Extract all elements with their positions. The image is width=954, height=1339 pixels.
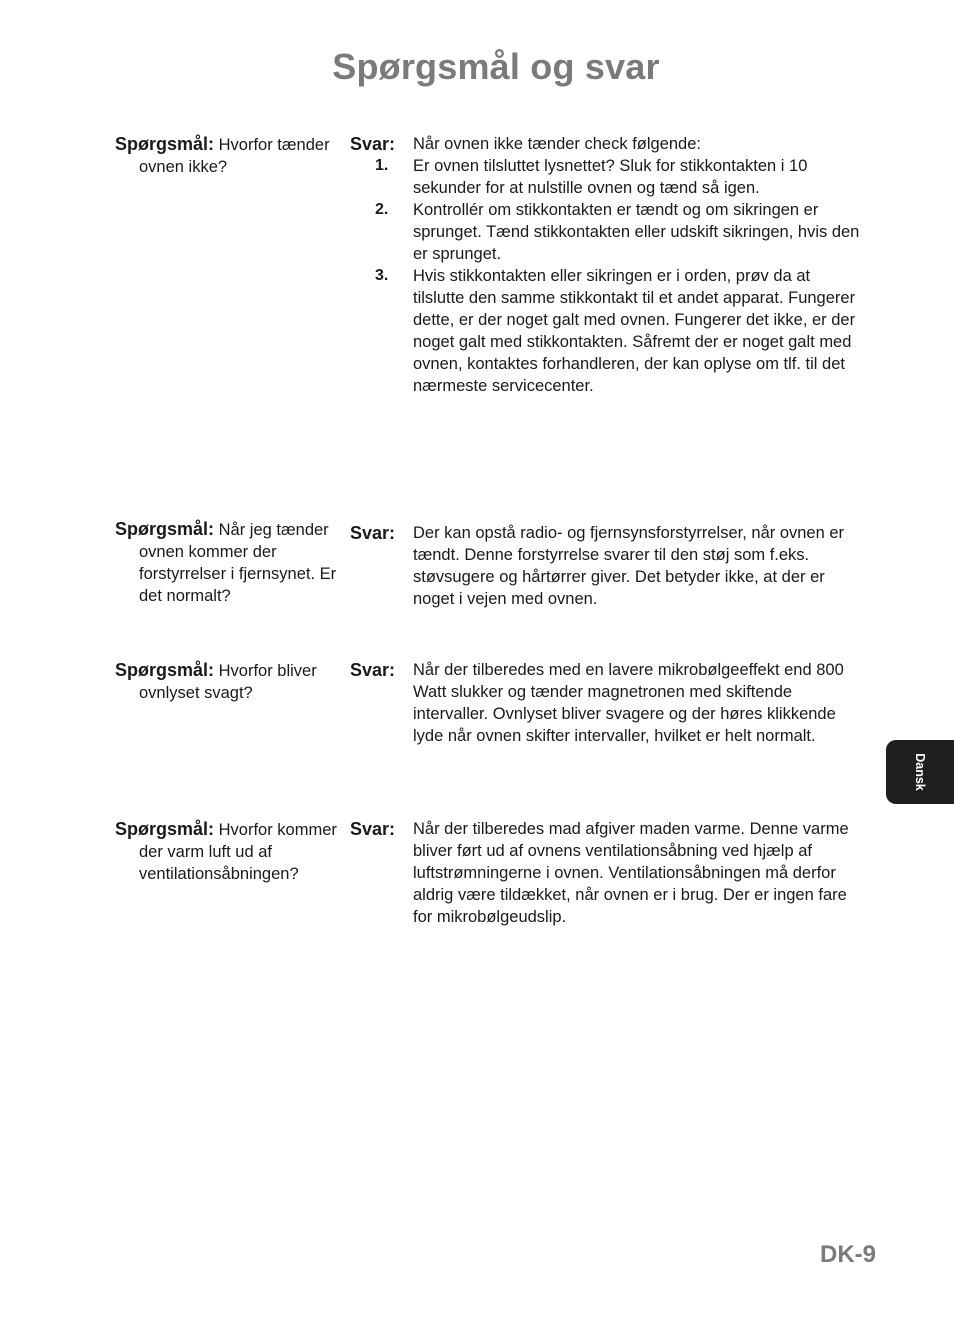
question-label: Spørgsmål:: [115, 819, 215, 839]
question-text: Hvorfor tænder ovnen ikke?: [139, 136, 330, 176]
question-label: Spørgsmål:: [115, 660, 215, 680]
language-tab-label: Dansk: [913, 753, 927, 791]
list-number: 2.: [375, 201, 389, 218]
page-title: Spørgsmål og svar: [332, 46, 660, 87]
list-text: Kontrollér om stikkontakten er tændt og om sikringen er sprunget. Tænd stikkontakten eller udskift sikringen, hvis den er sprunget.: [413, 201, 860, 263]
answer-label: Svar:: [350, 523, 396, 543]
list-item: [375, 199, 863, 265]
answer-4: Når der tilberedes mad afgiver maden varme. Denne varme bliver ført ud af ovnens ventilationsåbning ved hjælp af luftstrømningerne i ovnen. Ventilationsåbningen må derfor aldrig være tildækket, når ovnen er i brug. Der er ingen fare for mikrobølgeudslip.: [413, 820, 849, 926]
page-number: DK-9: [819, 1241, 876, 1268]
question-label: Spørgsmål:: [115, 519, 215, 539]
question-text: Hvorfor kommer der varm luft ud af ventilationsåbningen?: [139, 821, 337, 883]
question-1: [115, 133, 355, 178]
answer-1: [375, 133, 863, 397]
answer-3: Når der tilberedes med en lavere mikrobølgeeffekt end 800 Watt slukker og tænder magnetronen med skiftende intervaller. Ovnlyset bliver svagere og der høres klikkende lyde når ovnen skifter intervaller, hvilket er helt normalt.: [413, 661, 844, 745]
list-item: [375, 265, 863, 397]
question-4: [115, 818, 355, 885]
question-text: Hvorfor bliver ovnlyset svagt?: [139, 662, 317, 702]
question-label: Spørgsmål:: [115, 134, 215, 154]
language-tab: [886, 740, 954, 804]
list-text: Er ovnen tilsluttet lysnettet? Sluk for stikkontakten i 10 sekunder for at nulstille ovnen og tænd så igen.: [413, 157, 808, 197]
list-number: 1.: [375, 157, 389, 174]
list-item: [375, 155, 863, 199]
answer-label: Svar:: [350, 134, 396, 154]
answer-label: Svar:: [350, 819, 396, 839]
answer-intro: Når ovnen ikke tænder check følgende:: [413, 135, 701, 153]
answer-list: [375, 155, 863, 397]
answer-label: Svar:: [350, 660, 396, 680]
answer-2: Der kan opstå radio- og fjernsynsforstyrrelser, når ovnen er tændt. Denne forstyrrelse svarer til den støj som f.eks. støvsugere og hårtørrer giver. Det betyder ikke, at der er noget i vejen med ovnen.: [413, 524, 845, 608]
list-number: 3.: [375, 267, 389, 284]
question-text: Når jeg tænder ovnen kommer der forstyrrelser i fjernsynet. Er det normalt?: [139, 521, 337, 605]
question-3: [115, 659, 355, 704]
list-text: Hvis stikkontakten eller sikringen er i orden, prøv da at tilslutte den samme stikkontakt til et andet apparat. Fungerer dette, er der noget galt med ovnen. Fungerer det ikke, er der noget galt med stikkontakten. Såfremt der er noget galt med ovnen, kontaktes forhandleren, der kan oplyse om tlf. til det nærmeste servicecenter.: [413, 267, 856, 395]
question-2: [115, 518, 355, 607]
